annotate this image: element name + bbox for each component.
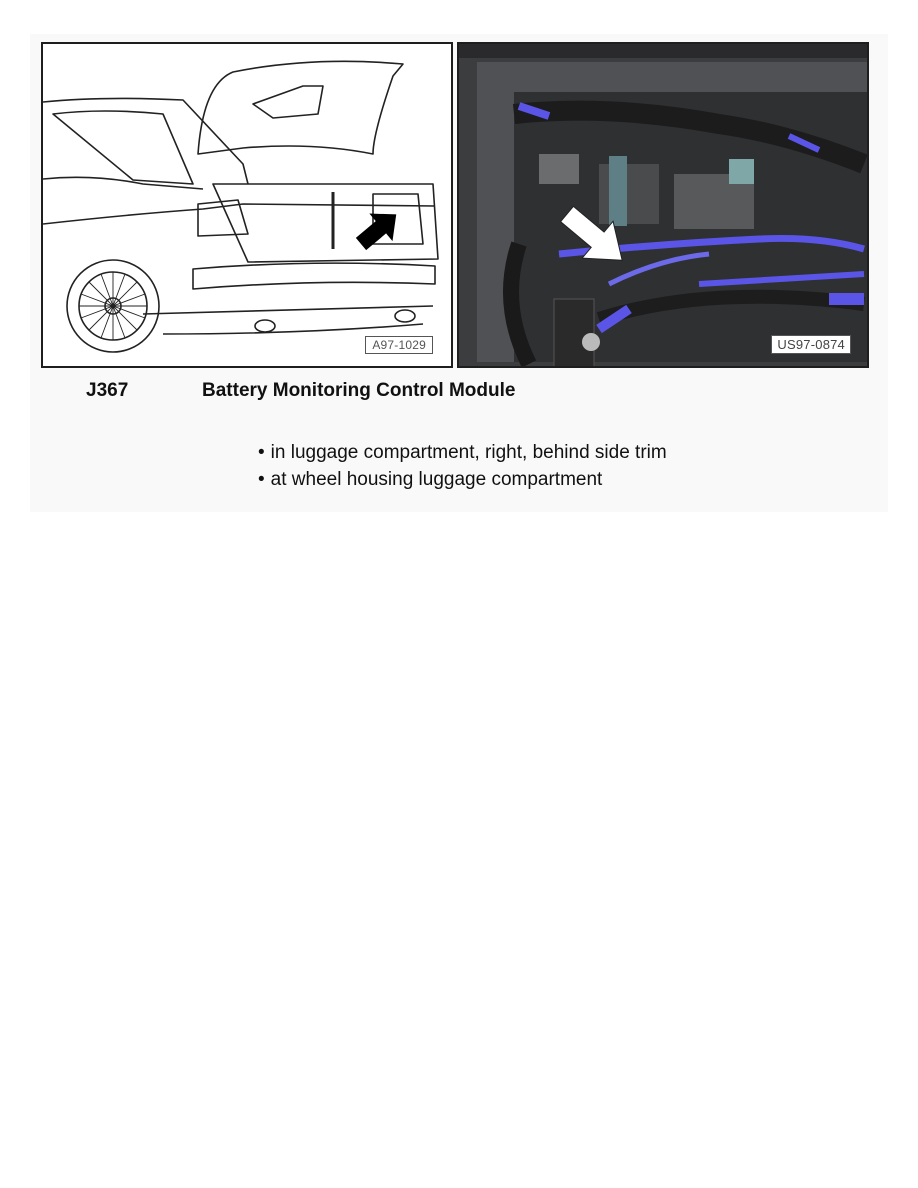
- location-list: [258, 439, 667, 493]
- module-location-photo: [457, 42, 869, 368]
- component-name: Battery Monitoring Control Module: [202, 380, 516, 401]
- location-item: • in luggage compartment, right, behind side trim: [258, 439, 667, 466]
- figure-ref-label: A97-1029: [365, 336, 433, 354]
- component-code: J367: [86, 380, 129, 401]
- car-drawing-icon: [43, 44, 453, 368]
- location-item: • at wheel housing luggage compartment: [258, 466, 667, 493]
- photo-illustration-icon: [459, 44, 869, 368]
- component-caption: [86, 380, 515, 402]
- car-line-drawing: [41, 42, 453, 368]
- photo-ref-label: US97-0874: [771, 335, 851, 354]
